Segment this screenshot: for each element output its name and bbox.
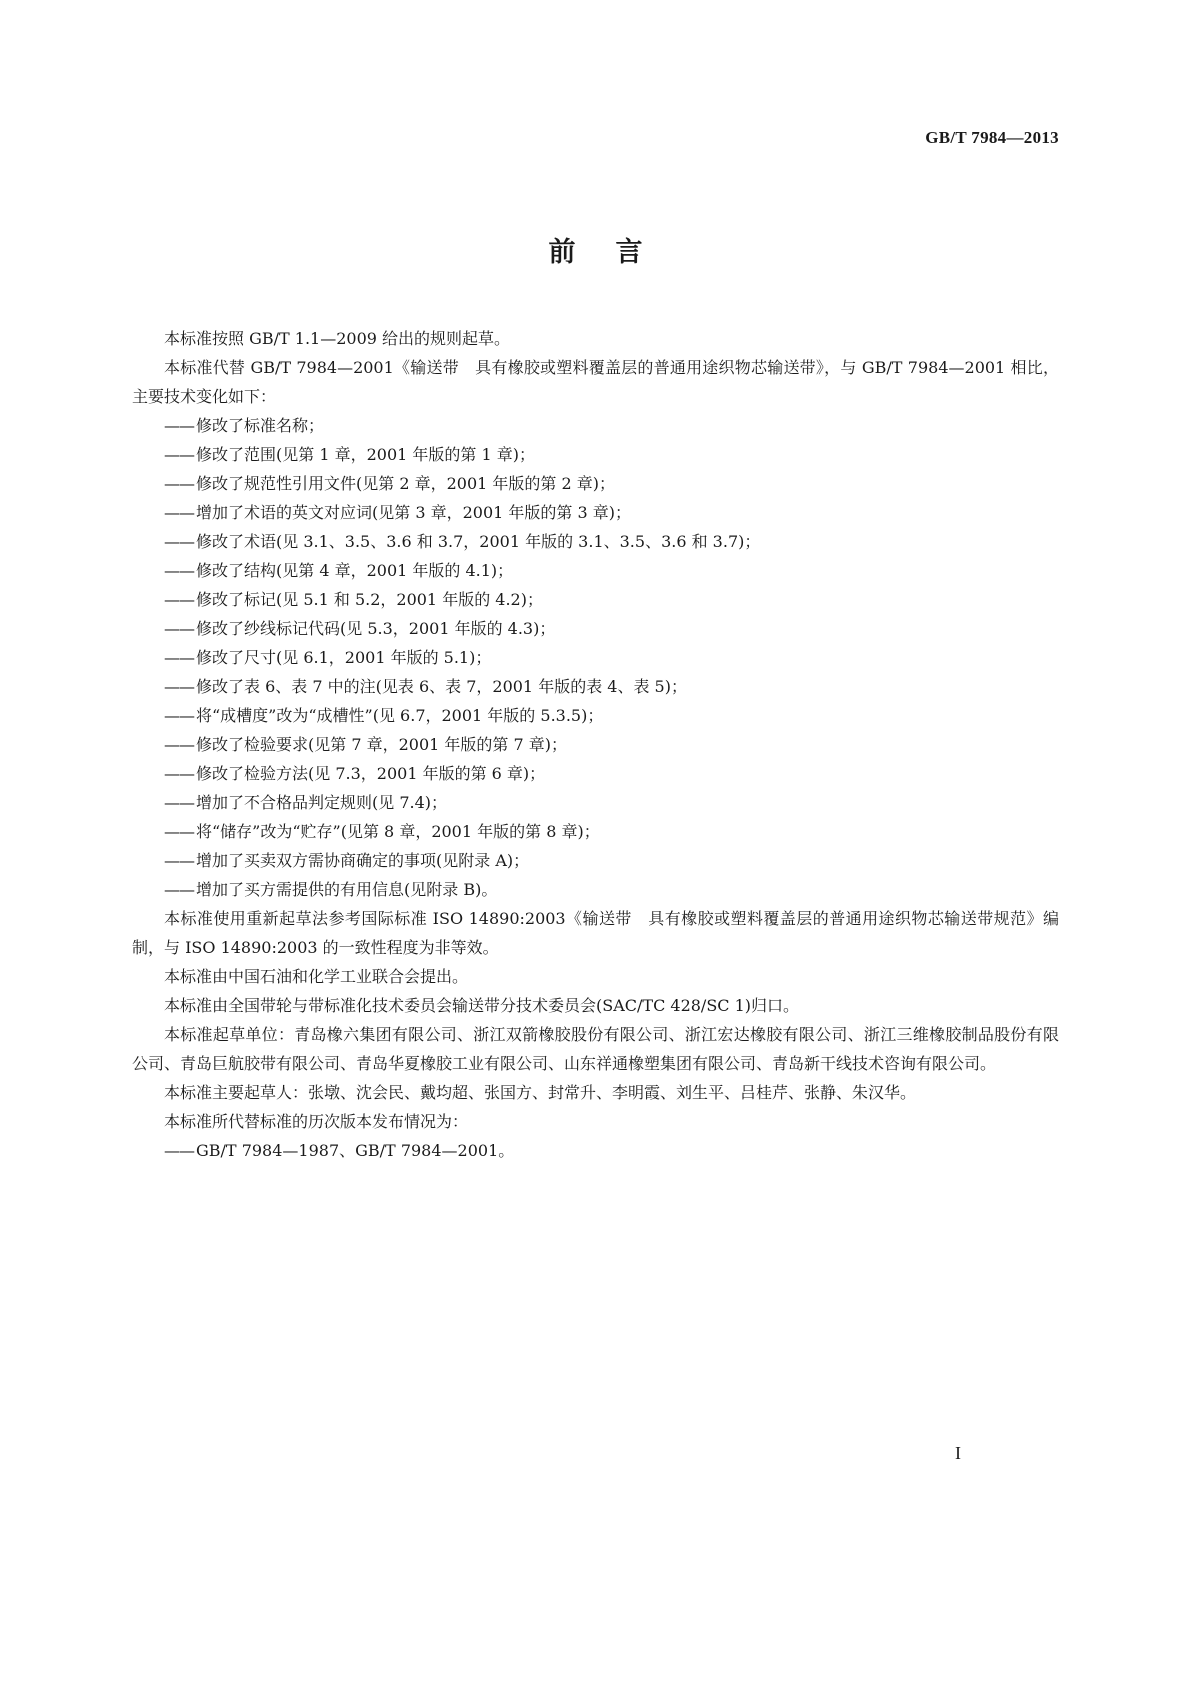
list-item — [132, 788, 1059, 817]
dash-marker: —— — [164, 416, 194, 435]
list-item-text: 将“成槽度”改为“成槽性”(见 6.7，2001 年版的 5.3.5)； — [196, 706, 604, 725]
list-item-text: 修改了纱线标记代码(见 5.3，2001 年版的 4.3)； — [196, 619, 556, 638]
list-item — [132, 875, 1059, 904]
foreword-body — [132, 324, 1059, 1165]
list-item-text: 增加了买方需提供的有用信息(见附录 B)。 — [196, 880, 498, 899]
technical-changes-list — [132, 411, 1059, 904]
paragraph: 本标准由中国石油和化学工业联合会提出。 — [164, 967, 469, 986]
list-item — [132, 527, 1059, 556]
dash-marker: —— — [164, 474, 194, 493]
standard-code: GB/T 7984—2013 — [925, 128, 1059, 147]
list-item — [132, 759, 1059, 788]
dash-marker: —— — [164, 793, 194, 812]
paragraph: 本标准所代替标准的历次版本发布情况为： — [164, 1112, 469, 1131]
dash-marker: —— — [164, 445, 194, 464]
list-item — [132, 643, 1059, 672]
paragraph: 本标准使用重新起草法参考国际标准 ISO 14890:2003《输送带 具有橡胶或塑料覆盖层的普通用途织物芯输送带规范》编制，与 ISO 14890:2003 的一致性程度为非等效。 — [132, 909, 1059, 957]
list-item — [132, 440, 1059, 469]
list-item-text: 修改了表 6、表 7 中的注(见表 6、表 7，2001 年版的表 4、表 5)； — [196, 677, 687, 696]
list-item-text: 增加了不合格品判定规则(见 7.4)； — [196, 793, 448, 812]
paragraph: 本标准主要起草人：张墩、沈会民、戴均超、张国方、封常升、李明霞、刘生平、吕桂芹、张静、朱汉华。 — [164, 1083, 917, 1102]
dash-marker: —— — [164, 677, 194, 696]
list-item — [132, 672, 1059, 701]
dash-marker: —— — [164, 880, 194, 899]
dash-marker: —— — [164, 532, 194, 551]
dash-marker: —— — [164, 561, 194, 580]
list-item-text: 修改了结构(见第 4 章，2001 年版的 4.1)； — [196, 561, 514, 580]
dash-marker: —— — [164, 503, 194, 522]
dash-marker: —— — [164, 648, 194, 667]
list-item-text: GB/T 7984—1987、GB/T 7984—2001。 — [196, 1141, 515, 1160]
list-item-text: 修改了规范性引用文件(见第 2 章，2001 年版的第 2 章)； — [196, 474, 615, 493]
list-item — [132, 469, 1059, 498]
list-item-text: 修改了检验要求(见第 7 章，2001 年版的第 7 章)； — [196, 735, 567, 754]
dash-marker: —— — [164, 822, 194, 841]
list-item — [132, 585, 1059, 614]
list-item-text: 修改了标记(见 5.1 和 5.2，2001 年版的 4.2)； — [196, 590, 543, 609]
list-item-text: 修改了范围(见第 1 章，2001 年版的第 1 章)； — [196, 445, 535, 464]
list-item — [132, 701, 1059, 730]
dash-marker: —— — [164, 706, 194, 725]
dash-marker: —— — [164, 851, 194, 870]
list-item — [132, 846, 1059, 875]
list-item-text: 修改了尺寸(见 6.1，2001 年版的 5.1)； — [196, 648, 492, 667]
page-number: I — [955, 1443, 961, 1463]
list-item-text: 修改了检验方法(见 7.3，2001 年版的第 6 章)； — [196, 764, 546, 783]
list-item-text: 修改了标准名称； — [196, 416, 325, 435]
list-item — [132, 614, 1059, 643]
paragraph: 本标准起草单位：青岛橡六集团有限公司、浙江双箭橡胶股份有限公司、浙江宏达橡胶有限公司、浙江三维橡胶制品股份有限公司、青岛巨航胶带有限公司、青岛华夏橡胶工业有限公司、山东祥通橡塑集团有限公司、青岛新干线技术咨询有限公司。 — [132, 1025, 1059, 1073]
list-item-text: 修改了术语(见 3.1、3.5、3.6 和 3.7，2001 年版的 3.1、3.5、3.6 和 3.7)； — [196, 532, 761, 551]
list-item — [132, 1136, 1059, 1165]
dash-marker: —— — [164, 764, 194, 783]
dash-marker: —— — [164, 590, 194, 609]
page-title: 前言 — [548, 237, 683, 268]
list-item-text: 增加了术语的英文对应词(见第 3 章，2001 年版的第 3 章)； — [196, 503, 631, 522]
paragraph: 本标准代替 GB/T 7984—2001《输送带 具有橡胶或塑料覆盖层的普通用途织物芯输送带》，与 GB/T 7984—2001 相比，主要技术变化如下： — [132, 358, 1059, 406]
list-item-text: 增加了买卖双方需协商确定的事项(见附录 A)； — [196, 851, 530, 870]
list-item — [132, 730, 1059, 759]
dash-marker: —— — [164, 735, 194, 754]
dash-marker: —— — [164, 619, 194, 638]
list-item-text: 将“储存”改为“贮存”(见第 8 章，2001 年版的第 8 章)； — [196, 822, 600, 841]
paragraph: 本标准按照 GB/T 1.1—2009 给出的规则起草。 — [164, 329, 511, 348]
version-history-list — [132, 1136, 1059, 1165]
list-item — [132, 556, 1059, 585]
list-item — [132, 817, 1059, 846]
list-item — [132, 498, 1059, 527]
paragraph: 本标准由全国带轮与带标准化技术委员会输送带分技术委员会(SAC/TC 428/SC 1)归口。 — [164, 996, 800, 1015]
dash-marker: —— — [164, 1141, 194, 1160]
list-item — [132, 411, 1059, 440]
